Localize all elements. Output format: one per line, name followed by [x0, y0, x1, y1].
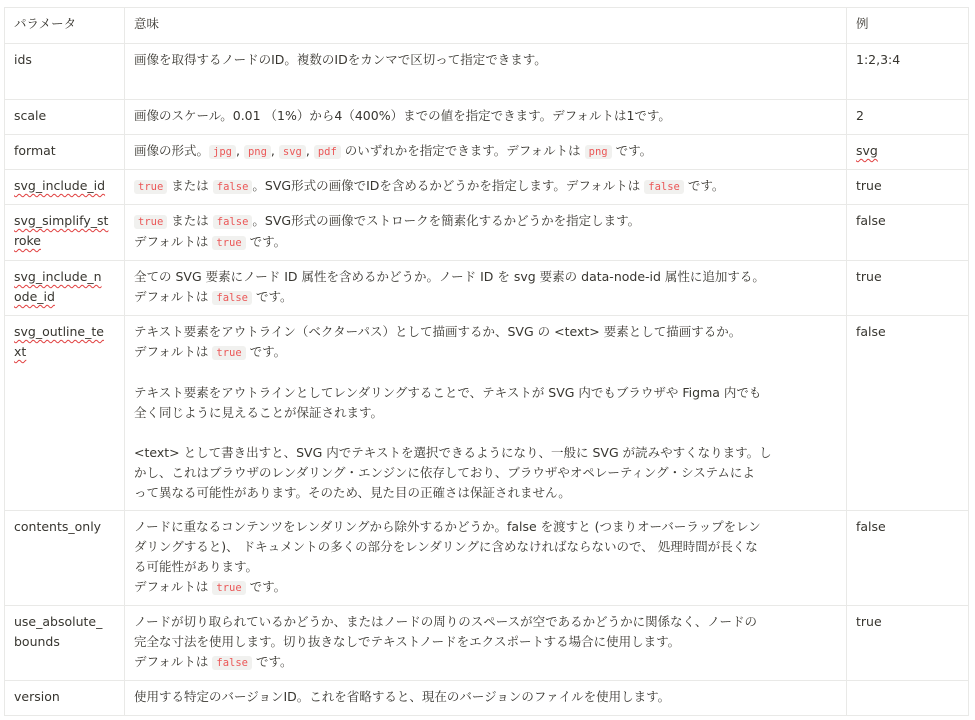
- desc-text: ダリングすると)、 ドキュメントの多くの部分をレンダリングに含めなければならないので、 処理時間が長くな: [134, 539, 758, 554]
- desc-text: <text> として書き出すと、SVG 内でテキストを選択できるようになり、一般に SVG が読みやすくなります。し: [134, 445, 772, 460]
- desc-text: です。: [615, 143, 653, 158]
- table-row: [5, 205, 969, 261]
- header-meaning[interactable]: 意味: [125, 8, 847, 44]
- param-example[interactable]: 1:2,3:4: [847, 44, 969, 100]
- inline-code: pdf: [314, 145, 341, 159]
- desc-text: 画像の形式。: [134, 143, 210, 158]
- desc-text: 。SVG形式の画像でストロークを簡素化するかどうかを指定します。: [252, 213, 641, 228]
- desc-text: です。: [255, 289, 293, 304]
- param-example[interactable]: false: [847, 205, 969, 261]
- desc-text: ノードが切り取られているかどうか、またはノードの周りのスペースが空であるかどうかに関係なく、ノードの: [134, 614, 758, 629]
- desc-text: デフォルトは: [134, 344, 209, 359]
- desc-text: または: [171, 178, 209, 193]
- table-row: [5, 135, 969, 170]
- desc-text: デフォルトは: [134, 289, 209, 304]
- param-example[interactable]: false: [847, 511, 969, 606]
- inline-code: false: [213, 180, 253, 194]
- table-row: [5, 606, 969, 681]
- param-name[interactable]: [5, 205, 125, 261]
- desc-text: デフォルトは: [134, 579, 209, 594]
- table-row: [5, 170, 969, 205]
- param-name[interactable]: contents_only: [5, 511, 125, 606]
- param-description[interactable]: [125, 135, 847, 170]
- inline-code: jpg: [209, 145, 236, 159]
- inline-code: png: [585, 145, 612, 159]
- desc-text: です。: [687, 178, 725, 193]
- desc-text: って異なる可能性があります。そのため、見た目の正確さは保証されません。: [134, 485, 571, 500]
- spellcheck-text: svg_include_n: [14, 269, 102, 284]
- param-name[interactable]: ids: [5, 44, 125, 100]
- param-description[interactable]: [125, 316, 847, 511]
- inline-code: true: [212, 346, 245, 360]
- param-example[interactable]: true: [847, 606, 969, 681]
- param-description[interactable]: [125, 205, 847, 261]
- header-example[interactable]: 例: [847, 8, 969, 44]
- spellcheck-text: svg: [856, 143, 878, 158]
- param-name[interactable]: [5, 261, 125, 316]
- param-name[interactable]: format: [5, 135, 125, 170]
- desc-text: のいずれかを指定できます。デフォルトは: [344, 143, 581, 158]
- param-description[interactable]: 画像のスケール。0.01 （1%）から4（400%）までの値を指定できます。デフォルトは1です。: [125, 100, 847, 135]
- separator: ,: [305, 143, 310, 158]
- desc-text: 全ての SVG 要素にノード ID 属性を含めるかどうか。ノード ID を svg 要素の data-node-id 属性に追加する。: [134, 269, 765, 284]
- param-name[interactable]: [5, 606, 125, 681]
- desc-text: です。: [249, 234, 287, 249]
- param-name-part: bounds: [14, 634, 60, 649]
- table-row: [5, 261, 969, 316]
- table-row: [5, 44, 969, 100]
- inline-code: png: [244, 145, 271, 159]
- spellcheck-text: ode_id: [14, 289, 55, 304]
- separator: ,: [270, 143, 275, 158]
- param-example[interactable]: [847, 681, 969, 716]
- desc-text: です。: [249, 579, 287, 594]
- param-example[interactable]: [847, 135, 969, 170]
- inline-code: true: [134, 215, 167, 229]
- inline-code: false: [644, 180, 684, 194]
- param-description[interactable]: [125, 606, 847, 681]
- inline-code: svg: [279, 145, 306, 159]
- desc-text: です。: [255, 654, 293, 669]
- param-description[interactable]: [125, 170, 847, 205]
- inline-code: false: [213, 215, 253, 229]
- desc-text: 完全な寸法を使用します。切り抜きなしでテキストノードをエクスポートする場合に使用します。: [134, 634, 681, 649]
- param-description[interactable]: [125, 511, 847, 606]
- param-description[interactable]: 画像を取得するノードのID。複数のIDをカンマで区切って指定できます。: [125, 44, 847, 100]
- table-row: [5, 681, 969, 716]
- separator: ,: [235, 143, 240, 158]
- spellcheck-text: xt: [14, 344, 27, 359]
- desc-text: 全く同じように見えることが保証されます。: [134, 405, 384, 420]
- param-name[interactable]: [5, 170, 125, 205]
- param-example[interactable]: false: [847, 316, 969, 511]
- table-row: [5, 100, 969, 135]
- table-row: [5, 511, 969, 606]
- header-param[interactable]: パラメータ: [5, 8, 125, 44]
- inline-code: false: [212, 291, 252, 305]
- spellcheck-text: roke: [14, 233, 41, 248]
- inline-code: false: [212, 656, 252, 670]
- desc-text: 。SVG形式の画像でIDを含めるかどうかを指定します。デフォルトは: [252, 178, 641, 193]
- param-description[interactable]: [125, 261, 847, 316]
- parameter-table: [4, 7, 969, 716]
- inline-code: true: [134, 180, 167, 194]
- spellcheck-text: svg_include_id: [14, 178, 106, 193]
- spellcheck-text: svg_simplify_st: [14, 213, 109, 228]
- param-example[interactable]: true: [847, 170, 969, 205]
- table-row: [5, 316, 969, 511]
- inline-code: true: [212, 581, 245, 595]
- param-name-part: use_absolute_: [14, 614, 103, 629]
- desc-text: です。: [249, 344, 287, 359]
- desc-text: テキスト要素をアウトライン（ベクターパス）として描画するか、SVG の <text> 要素として描画するか。: [134, 324, 742, 339]
- inline-code: true: [212, 236, 245, 250]
- desc-text: る可能性があります。: [134, 559, 259, 574]
- desc-text: かし、これはブラウザのレンダリング・エンジンに依存しており、ブラウザやオペレーティング・システムによ: [134, 465, 755, 480]
- spellcheck-text: svg_outline_te: [14, 324, 104, 339]
- desc-text: デフォルトは: [134, 654, 209, 669]
- param-name[interactable]: [5, 316, 125, 511]
- desc-text: ノードに重なるコンテンツをレンダリングから除外するかどうか。false を渡すと (つまりオーバーラップをレン: [134, 519, 761, 534]
- desc-text: テキスト要素をアウトラインとしてレンダリングすることで、テキストが SVG 内でもブラウザや Figma 内でも: [134, 385, 762, 400]
- param-example[interactable]: 2: [847, 100, 969, 135]
- desc-text: デフォルトは: [134, 234, 209, 249]
- param-description[interactable]: 使用する特定のバージョンID。これを省略すると、現在のバージョンのファイルを使用します。: [125, 681, 847, 716]
- param-name[interactable]: version: [5, 681, 125, 716]
- param-name[interactable]: scale: [5, 100, 125, 135]
- param-example[interactable]: true: [847, 261, 969, 316]
- desc-text: または: [171, 213, 209, 228]
- table-header-row: [5, 8, 969, 44]
